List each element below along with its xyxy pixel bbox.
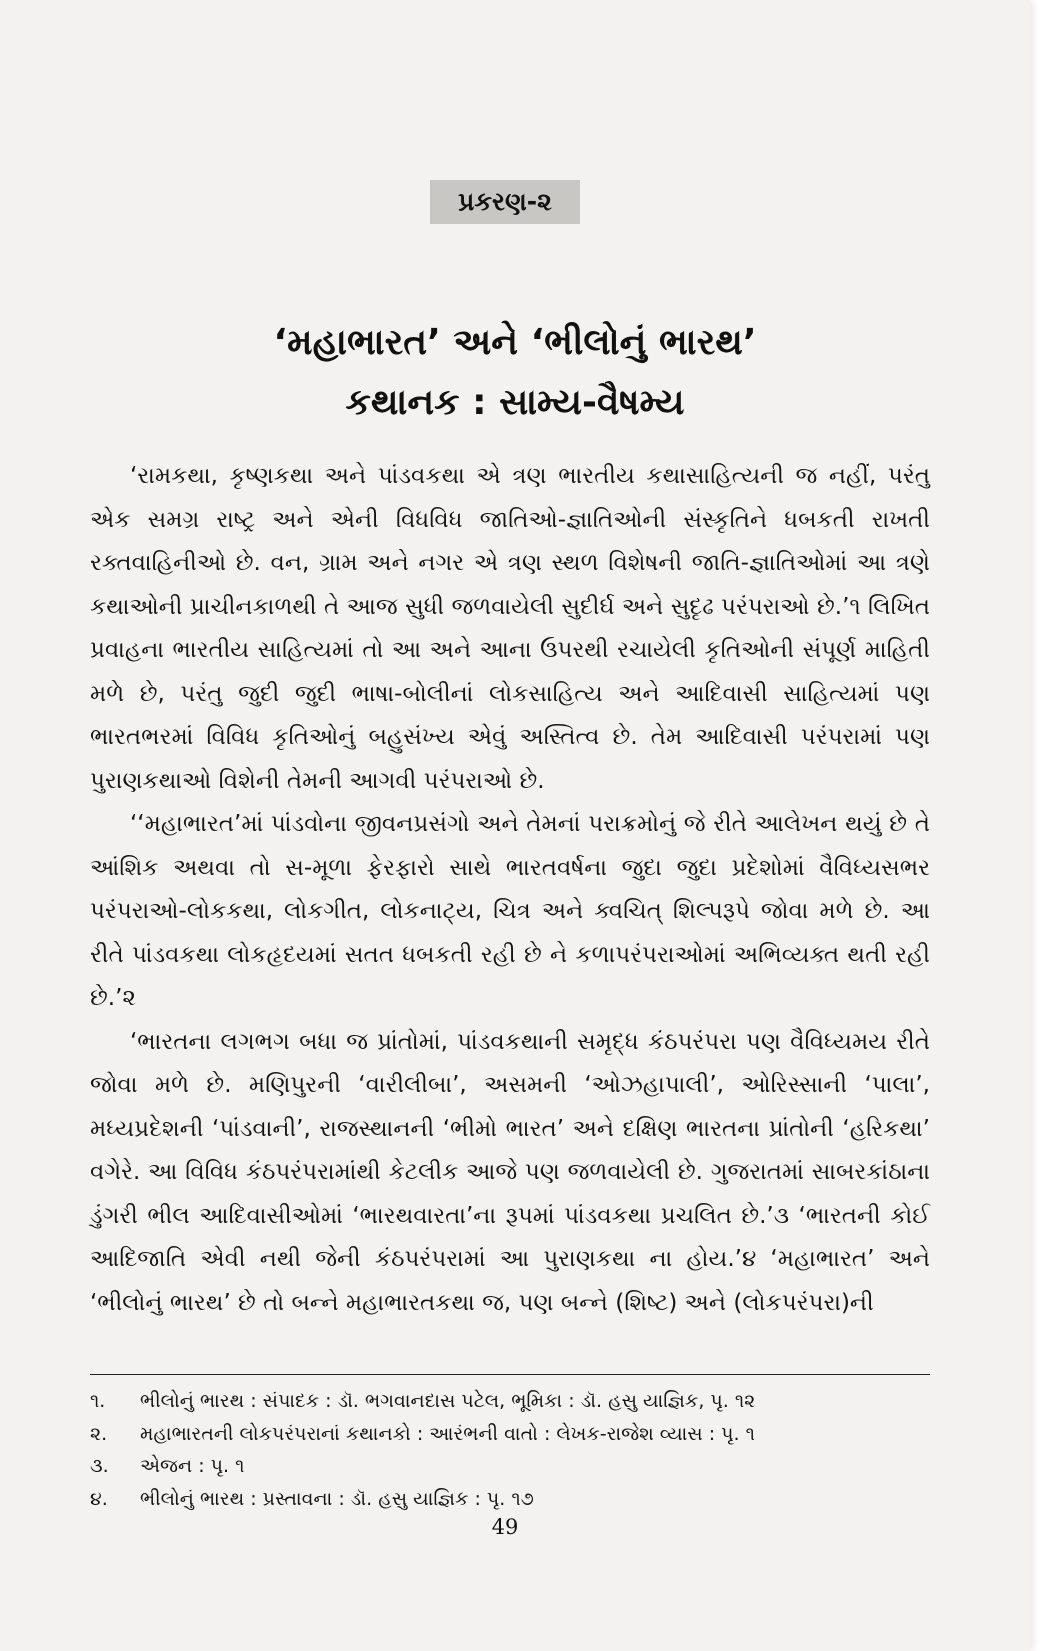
footnote-number: ૨. — [90, 1422, 108, 1445]
page-number: 49 — [491, 1515, 519, 1539]
chapter-subtitle: કથાનક : સામ્ય-વૈષમ્ય — [345, 382, 685, 423]
footnote-text: ભીલોનું ભારથ : સંપાદક : ડૉ. ભગવાનદાસ પટેલ, ભૂમિકા : ડૉ. હસુ યાજ્ઞિક, પૃ. ૧૨ — [140, 1390, 756, 1412]
footnote-number: ૪. — [90, 1487, 108, 1510]
footnote-text: મહાભારતની લોકપરંપરાનાં કથાનકો : આરંભની વાતો : લેખક-રાજેશ વ્યાસ : પૃ. ૧ — [140, 1422, 755, 1445]
chapter-title: ‘મહાભારત’ અને ‘ભીલોનું ભારથ’ — [273, 322, 757, 363]
paragraph: ‘રામકથા, કૃષ્ણકથા અને પાંડવકથા એ ત્રણ ભારતીય કથાસાહિત્યની જ નહીં, પરંતુ એક સમગ્ર રાષ્ટ્ર અને એની વિધવિધ જાતિઓ-જ્ઞાતિઓની સંસ્કૃતિને ધબકતી રાખતી રક્તવાહિનીઓ છે. વન, ગ્રામ અને નગર એ ત્રણ સ્થળ વિશેષની જાતિ-જ્ઞાતિઓમાં આ ત્રણે કથાઓની પ્રાચીનકાળથી તે આજ સુધી જળવાયેલી સુદીર્ઘ અને સુદૃઢ પરંપરાઓ છે.’૧ લિખિત પ્રવાહના ભારતીય સાહિત્યમાં તો આ અને આના ઉપરથી રચાયેલી કૃતિઓની સંપૂર્ણ માહિતી મળે છે, પરંતુ જુદી જુદી ભાષા-બોલીનાં લોકસાહિત્ય અને આદિવાસી સાહિત્યમાં પણ ભારતભરમાં વિવિધ કૃતિઓનું બહુસંખ્ય એવું અસ્તિત્વ છે. તેમ આદિવાસી પરંપરામાં પણ પુરાણકથાઓ વિશેની તેમની આગવી પરંપરાઓ છે. — [90, 463, 930, 794]
footnote-number: ૩. — [90, 1455, 109, 1477]
footnote-item — [90, 1385, 950, 1418]
paragraph: ‘‘મહાભારત’માં પાંડવોના જીવનપ્રસંગો અને તેમનાં પરાક્રમોનું જે રીતે આલેખન થયું છે તે આંશિક અથવા તો સ-મૂળા ફેરફારો સાથે ભારતવર્ષના જુદા જુદા પ્રદેશોમાં વૈવિધ્યસભર પરંપરાઓ-લોકકથા, લોકગીત, લોકનાટ્ય, ચિત્ર અને ક્વચિત્ શિલ્પરૂપે જોવા મળે છે. આ રીતે પાંડવકથા લોકહૃદયમાં સતત ધબકતી રહી છે ને કળાપરંપરાઓમાં અભિવ્યક્ત થતી રહી છે.’૨ — [90, 811, 930, 1011]
paragraph: ‘ભારતના લગભગ બધા જ પ્રાંતોમાં, પાંડવકથાની સમૃદ્ધ કંઠપરંપરા પણ વૈવિધ્યમય રીતે જોવા મળે છે. મણિપુરની ‘વારીલીબા’, અસમની ‘ઓઝહાપાલી’, ઓરિસ્સાની ‘પાલા’, મધ્યપ્રદેશની ‘પાંડવાની’, રાજસ્થાનની ‘ભીમો ભારત’ અને દક્ષિણ ભારતના પ્રાંતોની ‘હરિકથા’ વગેરે. આ વિવિધ કંઠપરંપરામાંથી કેટલીક આજે પણ જળવાયેલી છે. ગુજરાતમાં સાબરકાંઠાના ડુંગરી ભીલ આદિવાસીઓમાં ‘ભારથવારતા’ના રૂપમાં પાંડવકથા પ્રચલિત છે.’૩ ‘ભારતની કોઈ આદિજાતિ એવી નથી જેની કંઠપરંપરામાં આ પુરાણકથા ના હોય.’૪ ‘મહાભારત’ અને ‘ભીલોનું ભારથ’ છે તો બન્ને મહાભારતકથા જ, પણ બન્ને (શિષ્ટ) અને (લોકપરંપરા)ની — [90, 1028, 930, 1316]
footnote-text: એજન : પૃ. ૧ — [140, 1455, 245, 1477]
footnote-number: ૧. — [90, 1390, 106, 1412]
body-text — [90, 455, 930, 1325]
footnote-divider — [90, 1374, 930, 1375]
footnote-item — [90, 1450, 950, 1483]
footnote-item — [90, 1483, 950, 1516]
footnote-item — [90, 1418, 950, 1451]
footnotes — [90, 1385, 950, 1515]
footnote-text: ભીલોનું ભારથ : પ્રસ્તાવના : ડૉ. હસુ યાજ્ઞિક : પૃ. ૧૭ — [140, 1487, 534, 1510]
chapter-label: પ્રકરણ-૨ — [430, 180, 580, 224]
